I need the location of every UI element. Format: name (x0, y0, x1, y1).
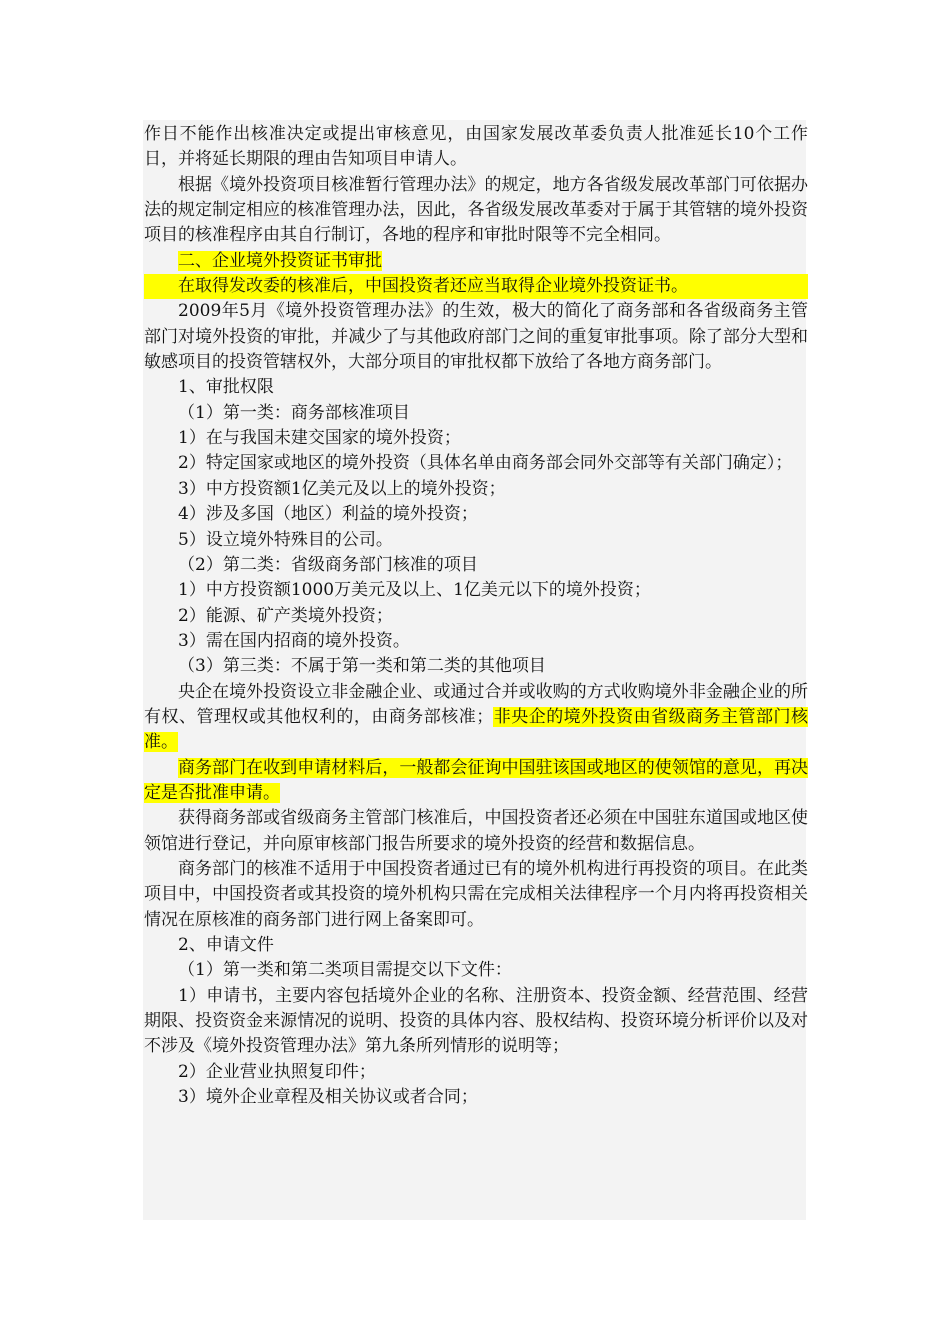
highlighted-heading: 二、企业境外投资证书审批 (178, 250, 382, 271)
paragraph: 获得商务部或省级商务主管部门核准后，中国投资者还必须在中国驻东道国或地区使领馆进行登记，并向原审核部门报告所要求的境外投资的经营和数据信息。 (144, 808, 808, 854)
list-item: 2）企业营业执照复印件； (178, 1061, 376, 1082)
paragraph: 根据《境外投资项目核准暂行管理办法》的规定，地方各省级发展改革部门可依据办法的规定制定相应的核准管理办法，因此，各省级发展改革委对于属于其管辖的境外投资项目的核准程序由其自行制订，各地的程序和审批时限等不完全相同。 (144, 174, 808, 246)
list-item: 2）能源、矿产类境外投资； (178, 605, 393, 626)
highlighted-text: 商务部门在收到申请材料后，一般都会征询中国驻该国或地区的使领馆的意见，再决定是否批准申请。 (144, 757, 808, 803)
section-heading (144, 249, 808, 274)
list-item: 3）需在国内招商的境外投资。 (178, 630, 410, 651)
paragraph-text: 央企在境外投资设立非金融企业、或通过合并或收购的方式收购境外非金融企业的所有权、管理权或其他权利的，由商务部核准； (144, 681, 808, 727)
paragraph (144, 680, 808, 756)
category-heading: （1）第一类：商务部核准项目 (178, 402, 410, 423)
list-item: 2）特定国家或地区的境外投资（具体名单由商务部会同外交部等有关部门确定）； (178, 453, 793, 474)
list-item: 3）境外企业章程及相关协议或者合同； (178, 1087, 478, 1108)
paragraph: 2009年5月《境外投资管理办法》的生效，极大的简化了商务部和各省级商务主管部门对境外投资的审批，并减少了与其他政府部门之间的重复审批事项。除了部分大型和敏感项目的投资管辖权外，大部分项目的审批权都下放给了各地方商务部门。 (144, 301, 808, 373)
list-item: 4）涉及多国（地区）利益的境外投资； (178, 504, 478, 525)
category-heading: （2）第二类：省级商务部门核准的项目 (178, 554, 478, 575)
category-heading: （3）第三类：不属于第一类和第二类的其他项目 (178, 656, 546, 677)
list-item: 1）中方投资额1000万美元及以上、1亿美元以下的境外投资； (178, 580, 651, 601)
list-item: 3）中方投资额1亿美元及以上的境外投资； (178, 478, 506, 499)
list-item: 5）设立境外特殊目的公司。 (178, 529, 393, 550)
document-text (144, 122, 808, 1110)
paragraph (144, 756, 808, 807)
subheading: 1、审批权限 (178, 377, 274, 398)
list-item: 1）申请书，主要内容包括境外企业的名称、注册资本、投资金额、经营范围、经营期限、投资资金来源情况的说明、投资的具体内容、股权结构、投资环境分析评价以及对不涉及《境外投资管理办法》第九条所列情形的说明等； (144, 985, 808, 1057)
subheading: 2、申请文件 (178, 935, 274, 955)
list-item: 1）在与我国未建交国家的境外投资； (178, 428, 461, 449)
paragraph: 作日不能作出核准决定或提出审核意见，由国家发展改革委负责人批准延长10个工作日，并将延长期限的理由告知项目申请人。 (144, 124, 808, 170)
paragraph: 商务部门的核准不适用于中国投资者通过已有的境外机构进行再投资的项目。在此类项目中，中国投资者或其投资的境外机构只需在完成相关法律程序一个月内将再投资相关情况在原核准的商务部门进行网上备案即可。 (144, 858, 808, 930)
highlighted-paragraph: 在取得发改委的核准后，中国投资者还应当取得企业境外投资证书。 (144, 274, 808, 299)
highlighted-text: 非央企的境外投资由省级商务主管部门核准。 (144, 706, 809, 753)
category-heading: （1）第一类和第二类项目需提交以下文件： (178, 960, 512, 981)
